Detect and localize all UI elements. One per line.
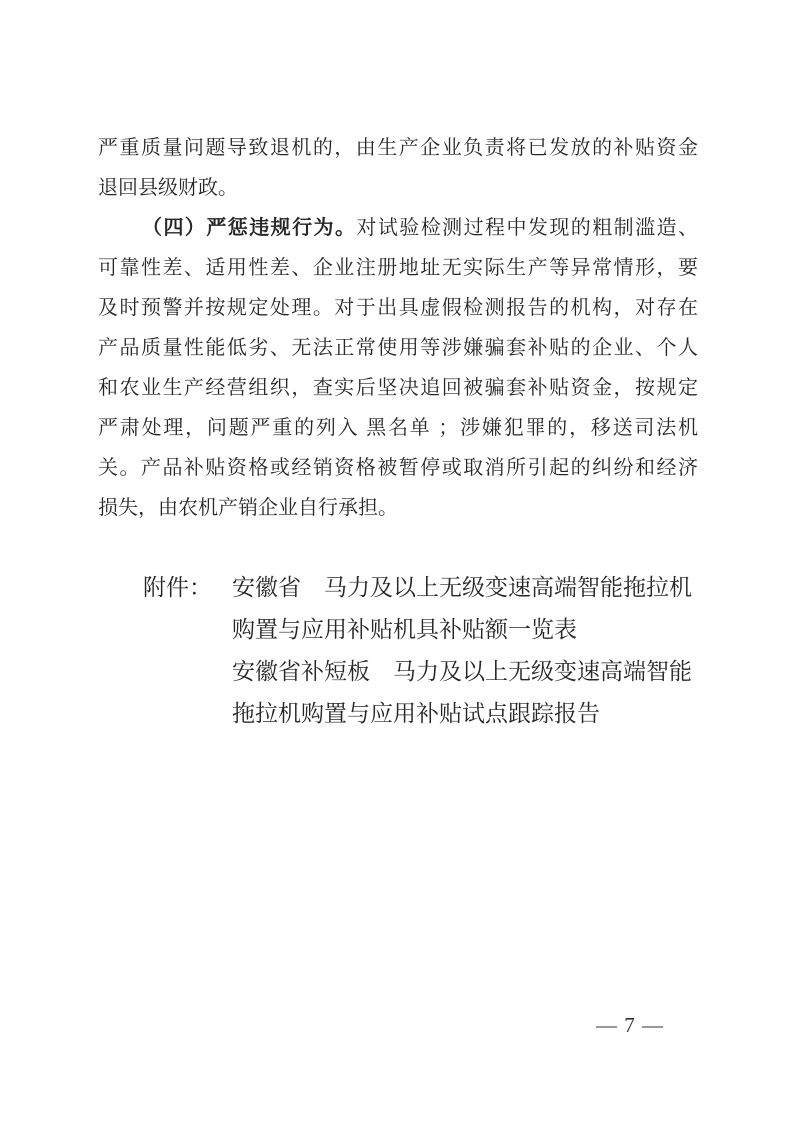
body-text-line: 和农业生产经营组织，查实后坚决追回被骗套补贴资金，按规定: [98, 377, 698, 399]
attachment-item-line: 安徽省补短板 马力及以上无级变速高端智能: [232, 659, 692, 684]
body-text-line: 产品质量性能低劣、无法正常使用等涉嫌骗套补贴的企业、个人: [98, 337, 698, 359]
body-text-line: 损失，由农机产销企业自行承担。: [98, 497, 398, 519]
attachment-block: [143, 567, 692, 735]
body-text-line: [98, 208, 698, 248]
attachment-item-line: 拖拉机购置与应用补贴试点跟踪报告: [232, 701, 600, 726]
body-text-line: 退回县级财政。: [98, 177, 238, 199]
attachment-item-line: 购置与应用补贴机具补贴额一览表: [232, 617, 577, 642]
attachment-label: 附件：: [143, 575, 212, 600]
attachment-items: [232, 567, 692, 735]
body-text-line: 严重质量问题导致退机的，由生产企业负责将已发放的补贴资金: [98, 137, 698, 159]
page-number: — 7 —: [596, 1013, 664, 1037]
body-text-line: 及时预警并按规定处理。对于出具虚假检测报告的机构，对存在: [98, 297, 698, 319]
attachment-item-line: 安徽省 马力及以上无级变速高端智能拖拉机: [232, 575, 692, 600]
body-text-line: 严肃处理，问题严重的列入 黑名单 ；涉嫌犯罪的，移送司法机: [98, 417, 698, 439]
body-text-span: 对试验检测过程中发现的粗制滥造、: [356, 217, 699, 239]
body-text-block: [98, 128, 698, 528]
body-text-line: 可靠性差、适用性差、企业注册地址无实际生产等异常情形，要: [98, 257, 698, 279]
body-text-line: 关。产品补贴资格或经销资格被暂停或取消所引起的纠纷和经济: [98, 457, 698, 479]
section-heading: （四）严惩违规行为。: [142, 217, 357, 239]
